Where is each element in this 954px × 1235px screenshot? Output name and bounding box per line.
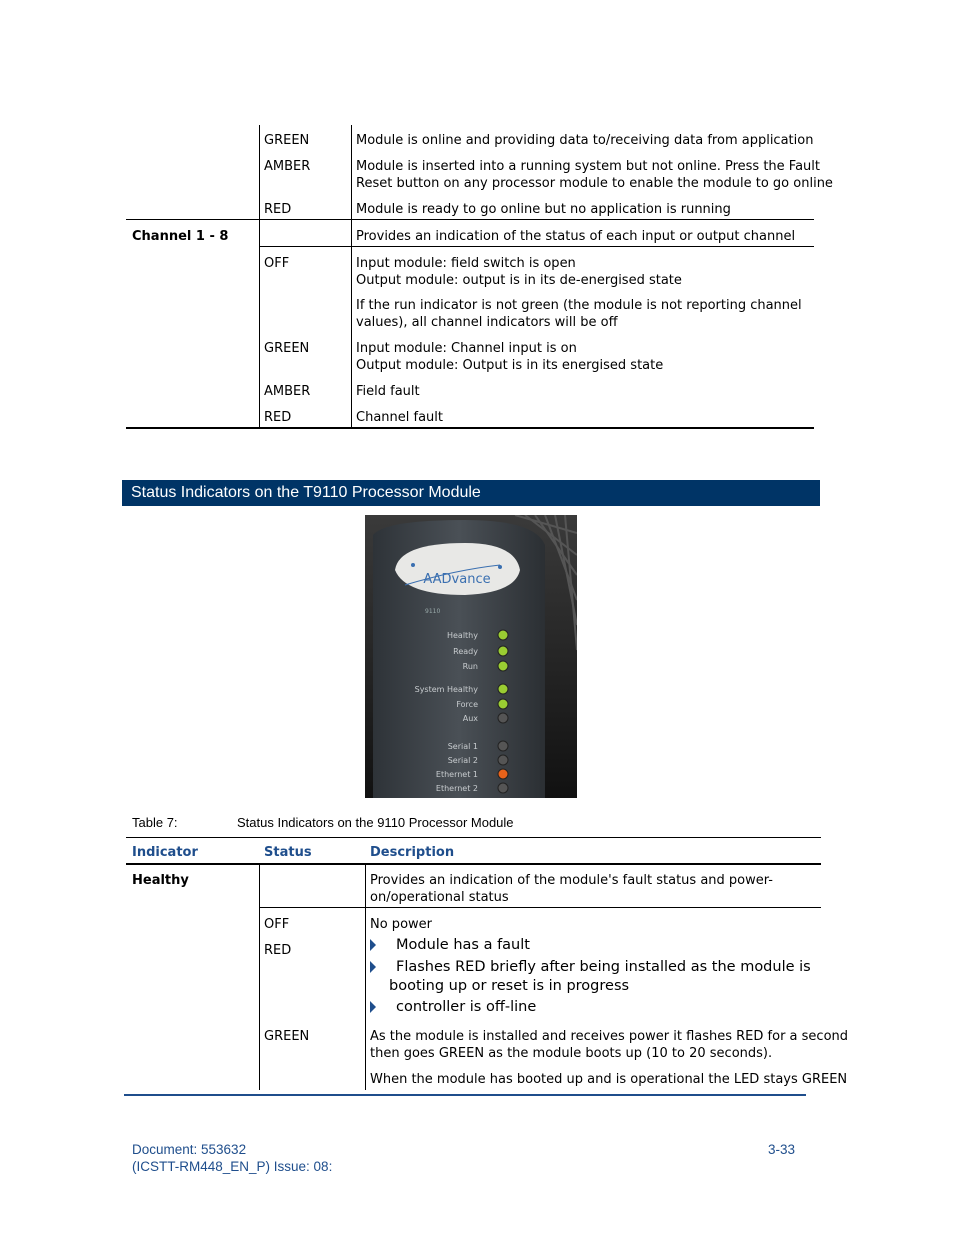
bullet-arrow-icon [370, 961, 376, 973]
bullet-flashes-line2: booting up or reset is in progress [389, 978, 630, 994]
status-red-desc: Module is ready to go online but no application is running [356, 202, 731, 217]
footer-document: Document: 553632 [132, 1142, 247, 1157]
status-amber: AMBER [264, 159, 311, 174]
led-label: Healthy [446, 631, 478, 640]
footer-issue: (ICSTT-RM448_EN_P) Issue: 08: [132, 1159, 333, 1174]
channel-off-note-line2: values), all channel indicators will be off [356, 315, 618, 330]
channel-red-desc: Channel fault [356, 410, 443, 425]
channel-off-note-line1: If the run indicator is not green (the module is not reporting channel [356, 298, 802, 313]
channel-off-desc-line1: Input module: field switch is open [356, 256, 576, 271]
header-border [126, 863, 821, 865]
table-bottom-border [126, 427, 814, 429]
healthy-label: Healthy [132, 873, 189, 888]
module-illustration [365, 515, 577, 798]
column-divider [259, 865, 260, 1090]
bullet-offline: controller is off-line [396, 999, 537, 1015]
led-indicator-icon [498, 630, 508, 640]
bullet-arrow-icon [370, 939, 376, 951]
processor-module-photo [365, 515, 577, 798]
channel-green-desc-line2: Output module: Output is in its energised state [356, 358, 664, 373]
section-heading-bar [122, 480, 820, 506]
table-caption-text: Status Indicators on the 9110 Processor Module [237, 815, 514, 830]
channel-green-desc-line1: Input module: Channel input is on [356, 341, 577, 356]
green-desc-line1: As the module is installed and receives power it flashes RED for a second [370, 1029, 849, 1044]
led-label: Force [456, 700, 478, 709]
table-caption-number: Table 7: [132, 815, 178, 830]
footer-rule [124, 1094, 806, 1096]
led-label: Ready [453, 647, 478, 656]
green-desc-line2: then goes GREEN as the module boots up (10 to 20 seconds). [370, 1046, 773, 1061]
row-divider [259, 246, 814, 247]
led-indicator-icon [498, 769, 508, 779]
model-number-text: 9110 [425, 608, 441, 615]
channel-off-desc-line2: Output module: output is in its de-energised state [356, 273, 682, 288]
bullet-flashes-line1: Flashes RED briefly after being installed as the module is [396, 959, 811, 975]
led-indicator-icon [498, 713, 508, 723]
channel-desc: Provides an indication of the status of each input or output channel [356, 229, 796, 244]
bullet-fault: Module has a fault [396, 937, 530, 953]
status-amber-desc-line2: Reset button on any processor module to enable the module to go online [356, 176, 833, 191]
status-green-desc: Module is online and providing data to/receiving data from application [356, 133, 814, 148]
column-divider [259, 125, 260, 428]
header-status: Status [264, 845, 312, 860]
led-label: Run [462, 662, 478, 671]
bullet-arrow-icon [370, 1001, 376, 1013]
led-label: Serial 1 [447, 742, 478, 751]
led-label: Ethernet 2 [435, 784, 478, 793]
column-divider [365, 865, 366, 1090]
led-label: Ethernet 1 [435, 770, 478, 779]
section-title: Status Indicators on the T9110 Processor Module [131, 484, 481, 501]
healthy-green: GREEN [264, 1029, 310, 1044]
green-desc-operational: When the module has booted up and is operational the LED stays GREEN [370, 1072, 848, 1087]
led-indicator-icon [498, 741, 508, 751]
header-description: Description [370, 845, 455, 860]
table-top-border [126, 837, 821, 838]
footer-page-number: 3-33 [768, 1142, 796, 1157]
status-amber-desc-line1: Module is inserted into a running system but not online. Press the Fault [356, 159, 821, 174]
channel-red: RED [264, 410, 292, 425]
healthy-red: RED [264, 943, 292, 958]
healthy-off: OFF [264, 917, 290, 932]
channel-amber: AMBER [264, 384, 311, 399]
row-divider [126, 219, 814, 220]
channel-off: OFF [264, 256, 290, 271]
led-indicator-icon [498, 684, 508, 694]
status-red: RED [264, 202, 292, 217]
led-indicator-icon [498, 699, 508, 709]
brand-logo-text: AADvance [423, 572, 491, 587]
led-indicator-icon [498, 783, 508, 793]
led-indicator-icon [498, 755, 508, 765]
led-indicator-icon [498, 646, 508, 656]
healthy-desc-line1: Provides an indication of the module's fault status and power- [370, 873, 773, 888]
led-label: Aux [462, 714, 478, 723]
channel-green: GREEN [264, 341, 310, 356]
status-green: GREEN [264, 133, 310, 148]
channel-amber-desc: Field fault [356, 384, 420, 399]
led-indicator-icon [498, 661, 508, 671]
column-divider [351, 125, 352, 428]
led-label: System Healthy [414, 685, 478, 694]
no-power-text: No power [370, 917, 432, 932]
row-divider [259, 907, 821, 908]
healthy-desc-line2: on/operational status [370, 890, 509, 905]
header-indicator: Indicator [132, 845, 198, 860]
channel-label: Channel 1 - 8 [132, 229, 229, 244]
led-label: Serial 2 [447, 756, 478, 765]
